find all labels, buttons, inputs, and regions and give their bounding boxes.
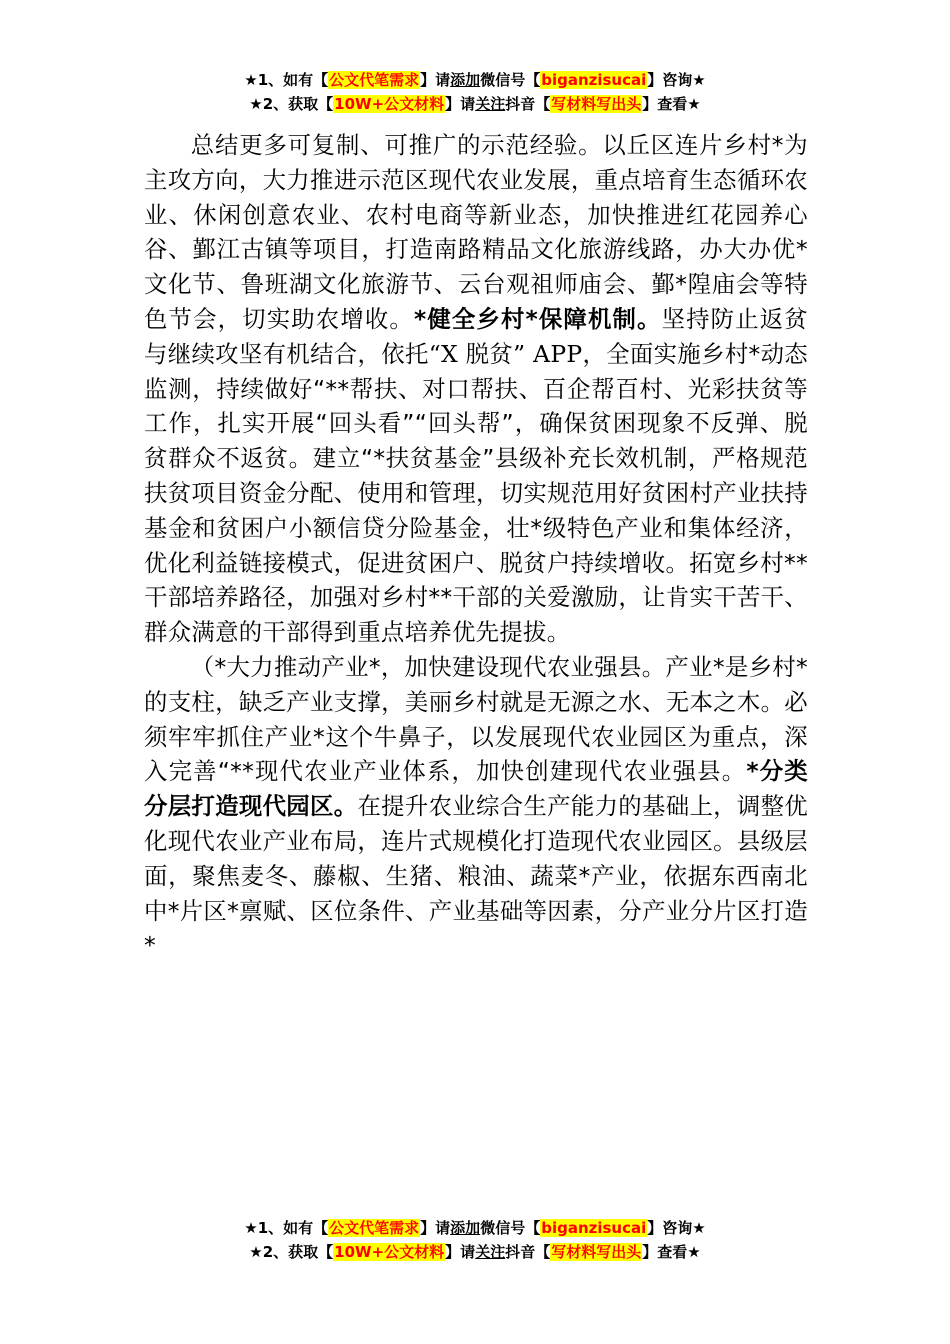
paragraph-text: “X 脱贫” APP [428,339,583,368]
highlight-materials: 10W+公文材料 [334,95,445,113]
banner-text: 】请 [420,1219,451,1237]
banner-line-2 [0,1240,950,1264]
star-icon: ★ [244,1219,258,1237]
banner-text: 】查看 [642,1243,688,1261]
star-icon: ★ [692,1219,706,1237]
footer-banner [0,1216,950,1264]
document-body [144,128,808,963]
banner-text: 关注 [475,95,506,113]
banner-text: 2、获取【 [262,95,334,113]
banner-line-2 [0,92,950,116]
banner-text: 微信号【 [480,71,541,89]
banner-text: 抖音【 [505,95,551,113]
bold-heading: *健全乡村*保障机制。 [413,304,662,333]
paragraph-text: （*大力推动产业*，加快建设现代农业强县。产业*是乡村*的支柱，缺乏产业支撑，美丽乡村就是无源之水、无本之木。必须牢牢抓住产业*这个牛鼻子，以发展现代农业园区为重点，深入完善“**现代农业产业体系，加快创建现代农业强县。 [144,652,808,786]
banner-text: 】请 [420,71,451,89]
highlight-service: 公文代笔需求 [329,1219,420,1237]
banner-line-1 [0,68,950,92]
highlight-wechat-id: biganzisucai [541,71,647,89]
paragraph-text: ，全面实施乡村*动态监测，持续做好“**帮扶、对口帮扶、百企帮百村、光彩扶贫等工作，扎实开展“回头看”“回头帮”，确保贫困现象不反弹、脱贫群众不返贫。建立“*扶贫基金”县级补充长效机制，严格规范扶贫项目资金分配、使用和管理，切实规范用好贫困村产业扶持基金和贫困户小额信贷分险基金，壮*级特色产业和集体经济，优化利益链接模式，促进贫困户、脱贫户持续增收。拓宽乡村**干部培养路径，加强对乡村**干部的关爱激励，让肯实干苦干、群众满意的干部得到重点培养优先提拔。 [144,339,808,647]
paragraph-1 [144,128,808,650]
star-icon: ★ [692,71,706,89]
header-banner [0,68,950,116]
highlight-wechat-id: biganzisucai [541,1219,647,1237]
banner-text: 】查看 [642,95,688,113]
highlight-douyin: 写材料写出头 [551,95,642,113]
bold-heading: *分类分层打造现代园区。 [144,757,808,821]
paragraph-text: 总结更多可复制、可推广的示范经验。以丘区连片乡村*为主攻方向，大力推进示范区现代农业发展，重点培育生态循环农业、休闲创意农业、农村电商等新业态，加快推进红花园养心谷、鄞江古镇等项目，打造南路精品文化旅游线路，办大办优*文化节、鲁班湖文化旅游节、云台观祖师庙会、鄞*隍庙会等特色节会，切实助农增收。 [144,131,808,333]
banner-text: 添加 [450,1219,481,1237]
highlight-service: 公文代笔需求 [329,71,420,89]
star-icon: ★ [249,95,263,113]
paragraph-2 [144,650,808,963]
banner-text: 添加 [450,71,481,89]
banner-line-1 [0,1216,950,1240]
banner-text: 】咨询 [647,71,693,89]
star-icon: ★ [687,1243,701,1261]
banner-text: 2、获取【 [262,1243,334,1261]
banner-text: 关注 [475,1243,506,1261]
highlight-materials: 10W+公文材料 [334,1243,445,1261]
banner-text: 微信号【 [480,1219,541,1237]
banner-text: 】请 [445,1243,476,1261]
banner-text: 】咨询 [647,1219,693,1237]
star-icon: ★ [687,95,701,113]
banner-text: 1、如有【 [257,1219,329,1237]
highlight-douyin: 写材料写出头 [551,1243,642,1261]
star-icon: ★ [249,1243,263,1261]
star-icon: ★ [244,71,258,89]
banner-text: 抖音【 [505,1243,551,1261]
banner-text: 】请 [445,95,476,113]
banner-text: 1、如有【 [257,71,329,89]
paragraph-text: 坚持防止返贫与继续攻坚有机结合，依托 [144,304,808,368]
paragraph-text: 在提升农业综合生产能力的基础上，调整优化现代农业产业布局，连片式规模化打造现代农业园区。县级层面，聚焦麦冬、藤椒、生猪、粮油、蔬菜*产业，依据东西南北中*片区*禀赋、区位条件、产业基础等因素，分产业分片区打造* [144,792,808,960]
